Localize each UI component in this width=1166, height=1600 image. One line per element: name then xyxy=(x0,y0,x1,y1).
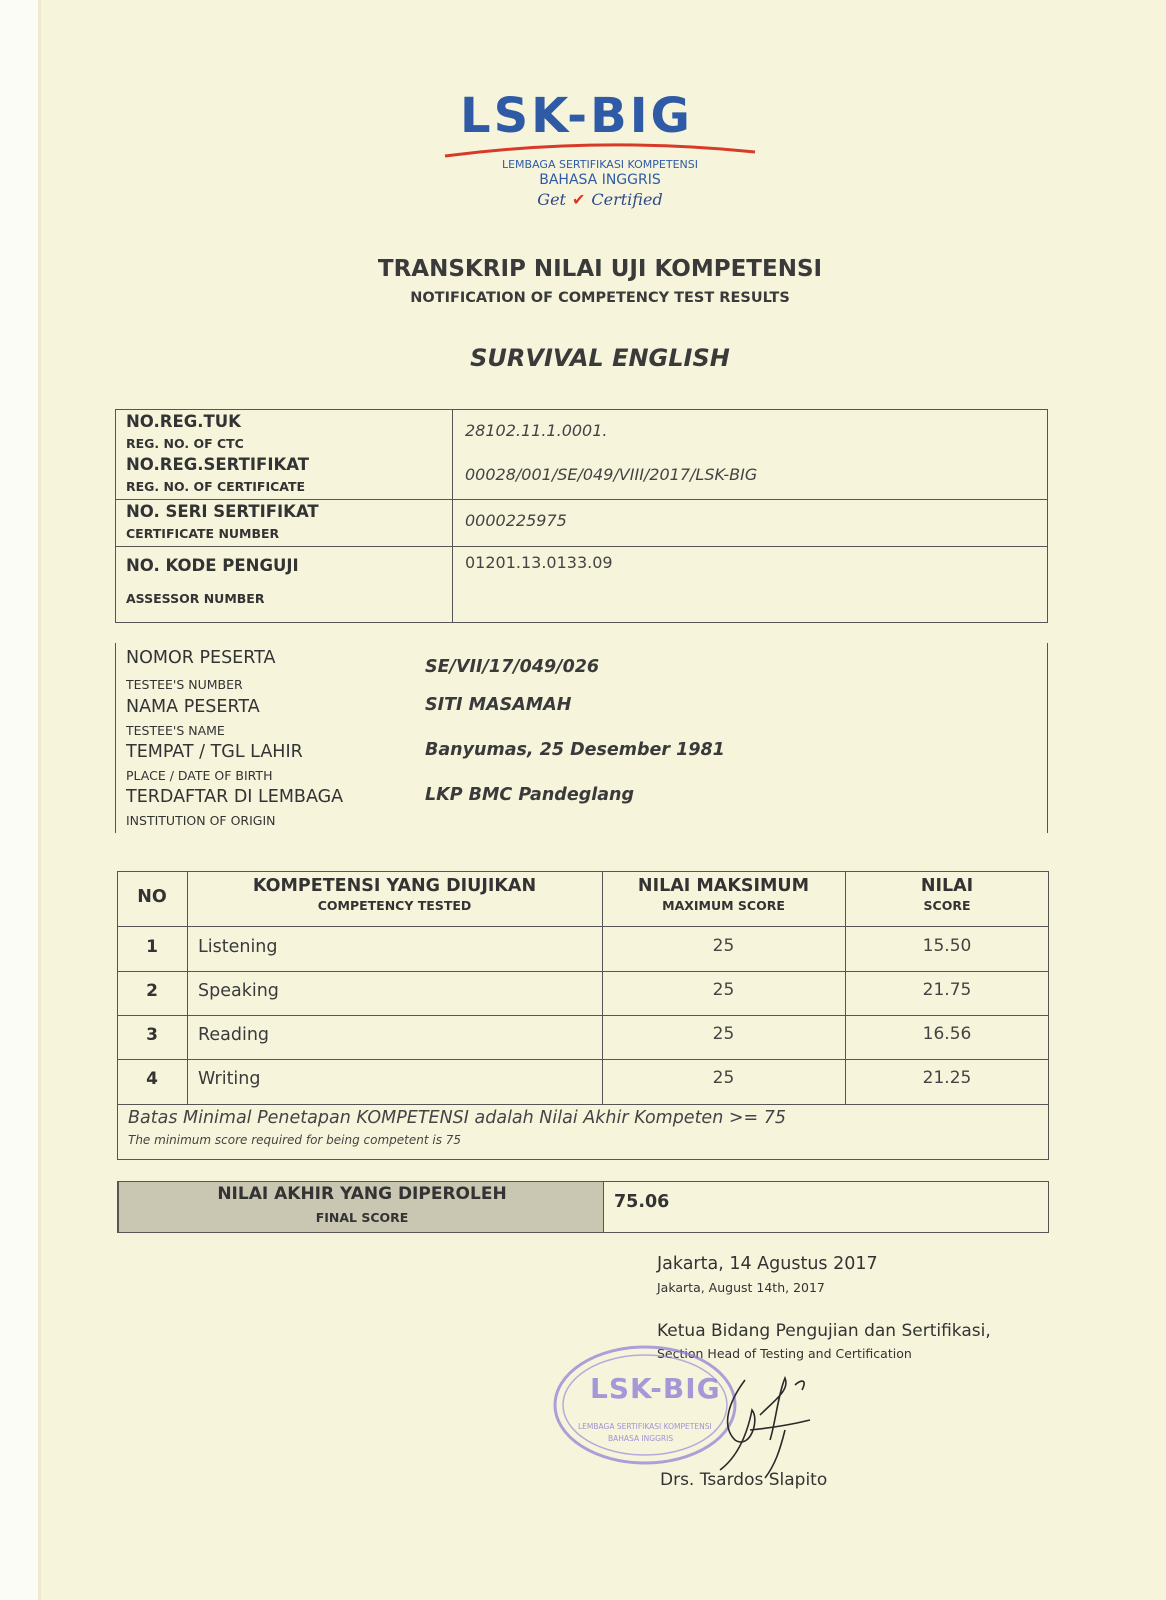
reg-cert-sub: REG. NO. OF CERTIFICATE xyxy=(126,479,306,494)
testee-right-rule xyxy=(1047,643,1048,833)
reg-tuk-label: NO.REG.TUK xyxy=(126,412,241,431)
lsk-big-logo xyxy=(440,88,760,218)
final-score-header xyxy=(118,1181,604,1233)
scan-edge xyxy=(0,0,38,1600)
testee-number-sub: TESTEE'S NUMBER xyxy=(126,677,243,692)
institution-value: LKP BMC Pandeglang xyxy=(425,785,635,805)
reg-divider xyxy=(452,409,453,623)
testee-number-label: NOMOR PESERTA xyxy=(126,648,276,668)
table-row-competency: Speaking xyxy=(198,981,279,1001)
score-header-rule xyxy=(117,926,1049,927)
signer-position: Ketua Bidang Pengujian dan Sertifikasi, xyxy=(657,1321,991,1341)
reg-tuk-value: 28102.11.1.0001. xyxy=(465,421,608,440)
testee-name-sub: TESTEE'S NAME xyxy=(126,723,225,738)
testee-name-label: NAMA PESERTA xyxy=(126,697,260,717)
stamp-line1: LEMBAGA SERTIFIKASI KOMPETENSI xyxy=(578,1422,712,1431)
reg-cert-label: NO.REG.SERTIFIKAT xyxy=(126,455,309,474)
testee-name-value: SITI MASAMAH xyxy=(425,695,572,715)
birth-label: TEMPAT / TGL LAHIR xyxy=(126,742,303,762)
place-date: Jakarta, 14 Agustus 2017 xyxy=(657,1254,878,1274)
stamp-title: LSK-BIG xyxy=(590,1372,721,1405)
score-row-rule-4 xyxy=(117,1104,1049,1105)
table-row-competency: Reading xyxy=(198,1025,270,1045)
minimum-score-note: Batas Minimal Penetapan KOMPETENSI adalah Nilai Akhir Kompeten >= 75 xyxy=(128,1108,787,1128)
logo-line1: LEMBAGA SERTIFIKASI KOMPETENSI xyxy=(501,158,699,171)
stamp-line2: BAHASA INGGRIS xyxy=(608,1434,674,1443)
table-row-no: 4 xyxy=(146,1069,158,1089)
assessor-label: NO. KODE PENGUJI xyxy=(126,556,299,575)
table-row-competency: Listening xyxy=(198,937,278,957)
testee-number-value: SE/VII/17/049/026 xyxy=(425,657,600,677)
document-subtitle: NOTIFICATION OF COMPETENCY TEST RESULTS xyxy=(410,290,790,306)
cert-serial-sub: CERTIFICATE NUMBER xyxy=(126,526,280,541)
tag-left: Get xyxy=(537,190,566,209)
institution-sub: INSTITUTION OF ORIGIN xyxy=(126,813,276,828)
final-score-label: NILAI AKHIR YANG DIPEROLEH xyxy=(217,1184,507,1204)
signer-position-en: Section Head of Testing and Certification xyxy=(657,1346,912,1361)
signature-icon xyxy=(690,1370,830,1480)
scan-edge-shadow xyxy=(38,0,41,1600)
score-row-rule-3 xyxy=(117,1059,1049,1060)
reg-rule-2 xyxy=(115,546,1048,547)
table-row-score: 16.56 xyxy=(922,1024,972,1044)
program-title: SURVIVAL ENGLISH xyxy=(470,344,730,372)
final-score-value: 75.06 xyxy=(614,1192,670,1212)
checkmark-icon: ✔ xyxy=(571,190,586,209)
table-row-score: 15.50 xyxy=(922,936,972,956)
cert-serial-label: NO. SERI SERTIFIKAT xyxy=(126,502,319,521)
table-row-no: 1 xyxy=(146,937,158,957)
col-score-header: NILAI SCORE xyxy=(920,876,974,913)
col-no-header: NO xyxy=(137,887,167,907)
reg-cert-value: 00028/001/SE/049/VIII/2017/LSK-BIG xyxy=(465,465,758,484)
birth-sub: PLACE / DATE OF BIRTH xyxy=(126,768,273,783)
reg-rule-1 xyxy=(115,499,1048,500)
reg-tuk-sub: REG. NO. OF CTC xyxy=(126,436,244,451)
col-max-header: NILAI MAKSIMUM MAXIMUM SCORE xyxy=(637,876,810,913)
assessor-sub: ASSESSOR NUMBER xyxy=(126,591,265,606)
table-row-score: 21.75 xyxy=(922,980,972,1000)
table-row-no: 3 xyxy=(146,1025,158,1045)
document-title: TRANSKRIP NILAI UJI KOMPETENSI xyxy=(377,256,823,282)
table-row-max: 25 xyxy=(712,1024,735,1044)
assessor-value: 01201.13.0133.09 xyxy=(465,553,613,572)
table-row-score: 21.25 xyxy=(922,1068,972,1088)
col-competency-header: KOMPETENSI YANG DIUJIKAN COMPETENCY TESTED xyxy=(252,876,537,913)
score-row-rule-2 xyxy=(117,1015,1049,1016)
testee-left-rule xyxy=(115,643,116,833)
final-score-sub: FINAL SCORE xyxy=(315,1210,409,1225)
signer-name: Drs. Tsardos Slapito xyxy=(660,1470,828,1490)
score-row-rule-1 xyxy=(117,971,1049,972)
minimum-score-note-en: The minimum score required for being competent is 75 xyxy=(128,1133,462,1147)
logo-line2: BAHASA INGGRIS xyxy=(539,172,661,188)
table-row-competency: Writing xyxy=(198,1069,261,1089)
birth-value: Banyumas, 25 Desember 1981 xyxy=(425,740,725,760)
institution-label: TERDAFTAR DI LEMBAGA xyxy=(126,787,344,807)
table-row-no: 2 xyxy=(146,981,158,1001)
logo-swoosh-icon xyxy=(440,140,760,160)
cert-serial-value: 0000225975 xyxy=(465,511,567,530)
place-date-en: Jakarta, August 14th, 2017 xyxy=(657,1280,825,1295)
table-row-max: 25 xyxy=(712,1068,735,1088)
table-row-max: 25 xyxy=(712,980,735,1000)
tag-right: Certified xyxy=(591,190,663,209)
logo-mark: LSK-BIG xyxy=(460,88,693,144)
logo-tagline xyxy=(440,190,760,209)
table-row-max: 25 xyxy=(712,936,735,956)
